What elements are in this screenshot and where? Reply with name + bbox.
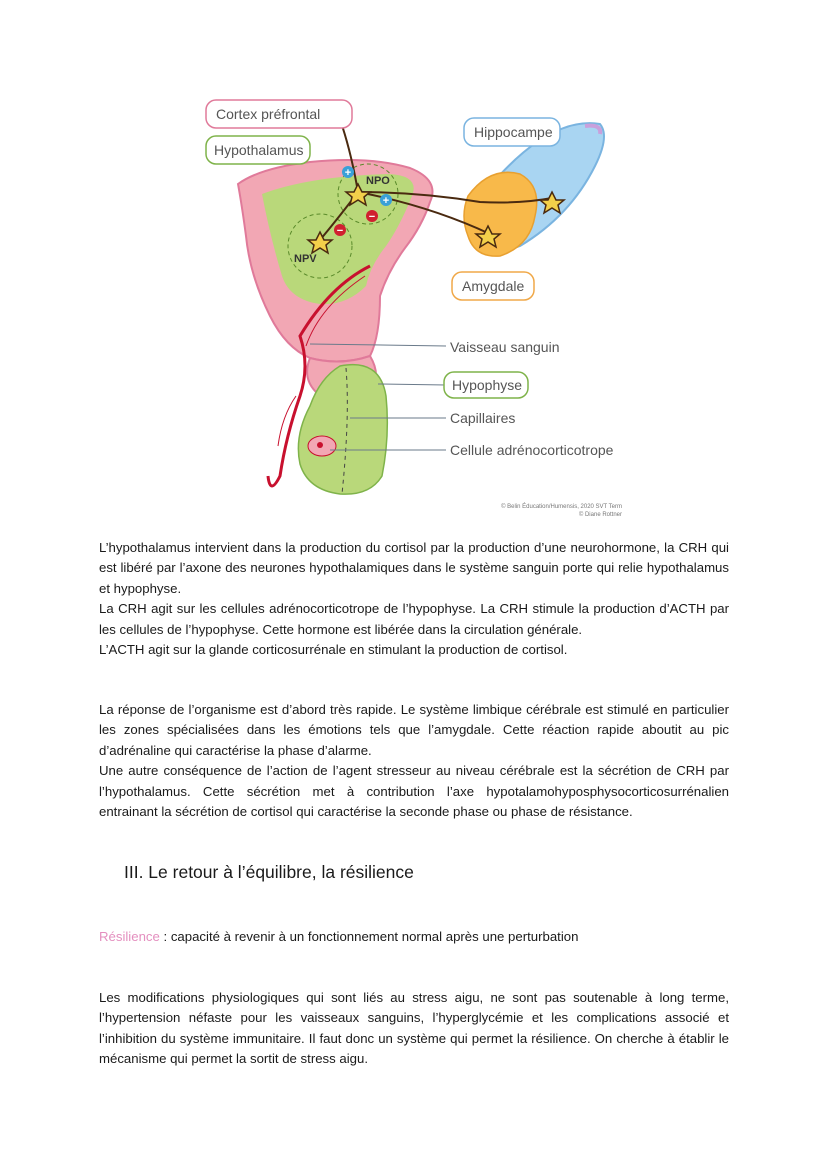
credit-line-2: © Diane Rottner xyxy=(578,512,622,518)
paragraph-hypothalamus xyxy=(99,538,729,660)
paragraph-closing xyxy=(99,988,729,1070)
section-heading: III. Le retour à l’équilibre, la résilience xyxy=(124,862,414,882)
credit-line-1: © Belin Éducation/Humensis, 2020 SVT Term xyxy=(501,504,622,510)
cellule-label: Cellule adrénocorticotrope xyxy=(450,442,614,458)
hypothalamus-label: Hypothalamus xyxy=(214,142,304,158)
vaisseau-label: Vaisseau sanguin xyxy=(450,339,560,355)
paragraph-stress-response xyxy=(99,700,729,822)
paragraph-line: La CRH agit sur les cellules adrénocorticotrope de l’hypophyse. La CRH stimule la production d’ACTH par les cellules de l’hypophyse. Cette hormone est libérée dans la circulation générale. xyxy=(99,601,729,637)
plus-marker-2: + xyxy=(382,195,390,207)
paragraph-line: La réponse de l’organisme est d’abord très rapide. Le système limbique cérébrale est stimulé en particulier les zones spécialisées dans les émotions tels que l’amygdale. Cette réaction rapide aboutit au pic d’adrénaline qui caractérise la phase d’alarme. xyxy=(99,702,729,758)
hypothalamus-pituitary-diagram xyxy=(190,96,640,521)
amygdale-label: Amygdale xyxy=(462,278,525,294)
definition xyxy=(99,927,578,947)
npo-label: NPO xyxy=(366,175,390,187)
paragraph-line: L’ACTH agit sur la glande corticosurrénale en stimulant la production de cortisol. xyxy=(99,642,568,658)
minus-marker-1: − xyxy=(368,211,376,223)
definition-text: : capacité à revenir à un fonctionnement normal après une perturbation xyxy=(159,929,579,944)
definition-term: Résilience xyxy=(99,929,160,944)
npv-label: NPV xyxy=(294,253,317,265)
paragraph-line: Les modifications physiologiques qui sont liés au stress aigu, ne sont pas soutenable à long terme, l’hypertension néfaste pour les vaisseaux sanguins, l’hyperglycémie et les complications associé et l’inhibition du système immunitaire. Il faut donc un système qui permet la résilience. On cherche à établir le mécanisme qui permet la sortit de stress aigu. xyxy=(99,990,729,1067)
paragraph-line: Une autre conséquence de l’action de l’agent stresseur au niveau cérébrale est la sécrétion de CRH par l’hypothalamus. Cette sécrétion met à contribution l’axe hypotalamohyposphysocorticosurrénalien entrainant la sécrétion de cortisol qui caractérise la seconde phase ou phase de résistance. xyxy=(99,763,729,820)
plus-marker-1: + xyxy=(344,167,352,179)
hippocampe-label: Hippocampe xyxy=(474,124,553,140)
minus-marker-2: − xyxy=(336,225,344,237)
cortex-label: Cortex préfrontal xyxy=(216,106,321,122)
capillaires-label: Capillaires xyxy=(450,410,516,426)
hypophyse-label: Hypophyse xyxy=(452,377,523,393)
paragraph-line: L’hypothalamus intervient dans la production du cortisol par la production d’une neurohormone, la CRH qui est libéré par l’axone des neurones hypothalamiques dans le système sanguin porte qui relie hypothalamus et hypophyse. xyxy=(99,540,729,596)
